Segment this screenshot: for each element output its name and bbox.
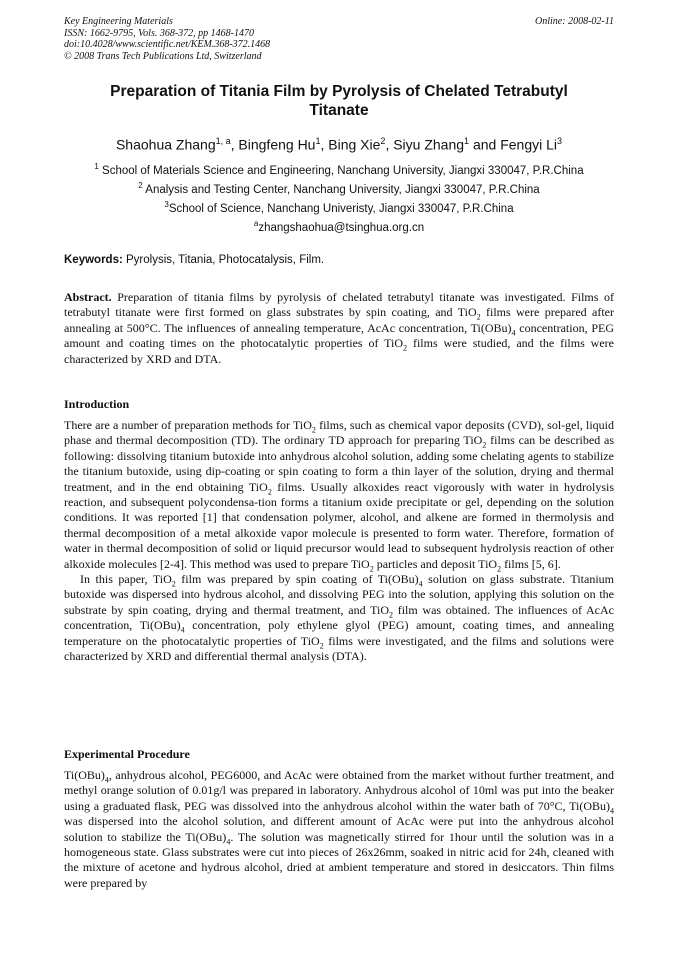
journal-header [64, 16, 270, 62]
keywords [64, 253, 614, 267]
journal-name: Key Engineering Materials [64, 16, 173, 27]
author-affil-mark: 1 [315, 136, 321, 146]
affiliation-line: $^1$ School of Materials Science and Engineering, Nanchang University, Jiangxi 330047, P.R.China [94, 162, 584, 177]
author-name: Fengyi Li [500, 136, 558, 153]
abstract-label: Abstract. [64, 290, 112, 304]
journal-doi[interactable]: doi:10.4028/www.scientific.net/KEM.368-372.1468 [64, 39, 271, 50]
paper-title: Preparation of Titania Film by Pyrolysis of Chelated Tetrabutyl Titanate [110, 83, 568, 119]
keywords-label: Keywords: [64, 254, 123, 266]
affiliation-line: $^2$ Analysis and Testing Center, Nanchang University, Jiangxi 330047, P.R.China [138, 181, 540, 196]
keywords-text: Pyrolysis, Titania, Photocatalysis, Film. [122, 254, 325, 266]
paragraph: There are a number of preparation methods for TiO$_2$ films, such as chemical vapor deposits (CVD), sol-gel, liquid phase and thermal decomposition (TD). The ordinary TD approach for preparing TiO$_2$ films can be described as following: dissolving titanium butoxide into anhydrous alcohol solution, adding some chelating agents to stabilize the titanium butoxide, using dip-coating or spin coating to form a thin layer of the solution, drying and thermal treatment, and in the end obtaining TiO$_2$ films. Usually alkoxides react vigorously with water in hydrolysis reaction, and subsequent polycondensa-tion forms a titanium oxide precipitate or gel, depending on the solution conditions. It was reported [1] that condensation polymer, alcohol, and alkene are formed in thermolysis and thermal decomposition of a metal alkoxide vapor molecule is presented to form water. Therefore, formation of water in thermal decomposition of solid or liquid precursor would lead to subsequent hydrolysis reaction of other alkoxide molecules [2-4]. This method was used to prepare TiO$_2$ particles and deposit TiO$_2$ films [5, 6]. [64, 418, 615, 574]
abstract: Abstract. Preparation of titania films by pyrolysis of chelated tetrabutyl titanate was investigated. Films of tetrabutyl titanate were first formed on glass substrates by spin coating, and TiO$_2$ films were prepared after annealing at 500°C. The influences of annealing temperature, AcAc concentration, $Ti(OBu)_4$ concentration, PEG amount and coating times on the photocatalytic properties of TiO$_2$ films were studied, and the films were characterized by XRD and DTA. [64, 290, 615, 366]
online-date: Online: 2008-02-11 [535, 16, 614, 27]
author-name: Shaohua Zhang [115, 136, 216, 153]
author-affil-mark: 3 [557, 136, 563, 146]
author-email[interactable]: $^a$zhangshaohua@tsinghua.org.cn [253, 219, 425, 234]
section-heading-introduction: Introduction [64, 397, 130, 411]
author-name: Bing Xie [328, 136, 381, 153]
author-affil-mark: 1, a [215, 136, 231, 146]
section-heading-experimental: Experimental Procedure [64, 747, 190, 761]
author-affil-mark: 1 [464, 136, 470, 146]
journal-issn: ISSN: 1662-9795, Vols. 368-372, pp 1468-1470 [64, 27, 254, 39]
author-affil-mark: 2 [380, 136, 386, 146]
author-name: Bingfeng Hu [238, 136, 316, 153]
affiliation-line: $^3$School of Science, Nanchang Univeristy, Jiangxi 330047, P.R.China [164, 200, 514, 215]
author-list: Shaohua Zhang$^{1, a}$, Bingfeng Hu$^1$, Bing Xie$^2$, Siyu Zhang$^1$ and Fengyi Li$^3$ [115, 136, 563, 153]
experimental-body: $Ti(OBu)_4$, anhydrous alcohol, PEG6000, and AcAc were obtained from the market without further treatment, and methyl orange solution of 0.01g/l was prepared in laboratory. Anhydrous alcohol of 10ml was put into the beaker using a graduated flask, PEG was dissolved into the anhydrous alcohol within the water bath of 70°C, $Ti(OBu)_4$ was dispersed into the alcohol solution, and different amount of AcAc were put into the anhydrous alcohol solution to stabilize the $Ti(OBu)_4$. The solution was magnetically stirred for 1hour until the solution was in a homogeneous state. Glass substrates were cut into pieces of 26x26mm, soaked in nitric acid for 24h, cleaned with the mixture of acetone and hydrous alcohol, dried at ambient temperature and stored in desiccators. Thin films were prepared by [64, 768, 614, 890]
paragraph: In this paper, TiO$_2$ film was prepared by spin coating of $Ti(OBu)_4$ solution on glass substrate. Titanium butoxide was dispersed into hydrous alcohol, and dissolving PEG into the solution, applying this solution on the substrate by spin coating, drying and thermal treatment, and TiO$_2$ film was obtained. The influences of AcAc concentration, $Ti(OBu)_4$ concentration, poly ethylene glyol (PEG) amount, coating times, and annealing temperature on the photocatalytic properties of TiO$_2$ films were investigated, and the films and solutions were characterized by XRD and differential thermal analysis (DTA). [64, 572, 614, 664]
introduction-body [64, 418, 614, 665]
author-name: Siyu Zhang [393, 136, 465, 153]
journal-copyright: © 2008 Trans Tech Publications Ltd, Switzerland [64, 50, 262, 62]
